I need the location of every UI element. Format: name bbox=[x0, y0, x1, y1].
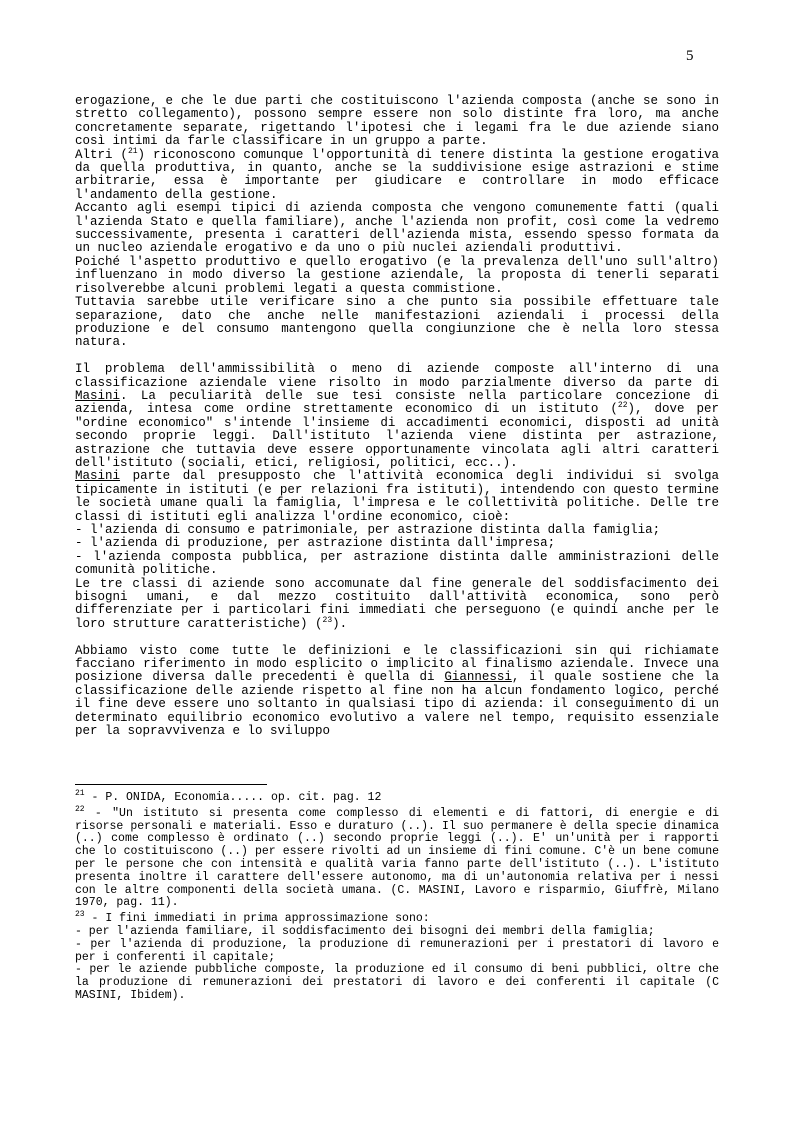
footnote bbox=[75, 804, 719, 910]
paragraph bbox=[75, 363, 719, 470]
paragraph: Poiché l'aspetto produttivo e quello erogativo (e la prevalenza dell'uno sull'altro) influenzano in modo diverso la gestione aziendale, la proposta di tenerli separati risolverebbe alcuni problemi legati a questa commistione. bbox=[75, 254, 719, 296]
text-run: . La peculiarità delle sue tesi consiste nella particolare concezione di azienda, intesa come ordine strettamente economico di un istituto ( bbox=[75, 388, 719, 417]
paragraph: Accanto agli esempi tipici di azienda composta che vengono comunemente fatti (quali l'azienda Stato e quella familiare), anche l'azienda non profit, così come la vedremo successivamente, presenta i caratteri dell'azienda mista, essendo spesso formata da un nucleo aziendale erogativo e da uno o più nuclei aziendali produttivi. bbox=[75, 201, 719, 256]
text-run: parte dal presupposto che l'attività economica degli individui si svolga tipicamente in istituti (e per relazioni fra istituti), intendendo con questo termine le società umane quali la famiglia, l'impresa e le collettività politiche. Delle tre classi di istituti egli analizza l'ordine economico, cioè: bbox=[75, 469, 719, 524]
paragraph: erogazione, e che le due parti che costituiscono l'azienda composta (anche se sono in stretto collegamento), possono sempre essere non solo distinte fra loro, ma anche concretamente separate, rigettando l'ipotesi che i legami fra le due aziende siano così intimi da farle classificare in un gruppo a parte. bbox=[75, 94, 719, 149]
paragraph bbox=[75, 146, 719, 203]
paragraph-spacer bbox=[75, 350, 719, 363]
footnote-number: 23 bbox=[75, 910, 85, 920]
text-run: ). bbox=[332, 616, 348, 631]
footnote bbox=[75, 910, 719, 1003]
footnote-reference: 22 bbox=[617, 401, 628, 411]
text-run: Altri ( bbox=[75, 147, 128, 162]
footnote-list-item: - per l'azienda familiare, il soddisfacimento dei bisogni dei membri della famiglia; bbox=[75, 924, 655, 938]
footnotes bbox=[75, 789, 719, 1003]
author-name: Masini bbox=[75, 388, 121, 403]
footnote-separator bbox=[75, 784, 267, 785]
paragraph: Tuttavia sarebbe utile verificare sino a che punto sia possibile effettuare tale separazione, dato che anche nelle manifestazioni aziendali i processi della produzione e del consumo mantengono quella congiunzione che è nella loro stessa natura. bbox=[75, 295, 719, 350]
list-item: - l'azienda di consumo e patrimoniale, per astrazione distinta dalla famiglia; bbox=[75, 522, 661, 537]
text-run: Abbiamo visto come tutte le definizioni e le classificazioni sin qui richiamate facciano riferimento in modo esplicito o implicito al finalismo aziendale. Invece una posizione diversa dalle precedenti è quella di bbox=[75, 643, 719, 685]
footnote-reference: 21 bbox=[127, 146, 138, 156]
paragraph bbox=[75, 578, 719, 632]
paragraph-spacer bbox=[75, 631, 719, 644]
text-run: Il problema dell'ammissibilità o meno di aziende composte all'interno di una classificazione aziendale viene risolto in modo parzialmente diverso da parte di bbox=[75, 362, 719, 390]
list-item: - l'azienda composta pubblica, per astrazione distinta dalle amministrazioni delle comunità politiche. bbox=[75, 549, 719, 578]
body-text bbox=[75, 95, 719, 738]
author-name: Giannessi bbox=[444, 670, 512, 685]
footnote-text: - P. ONIDA, Economia..... op. cit. pag. 12 bbox=[84, 791, 382, 804]
author-name: Masini bbox=[75, 469, 121, 484]
text-run: Le tre classi di aziende sono accomunate dal fine generale del soddisfacimento dei bisogni umani, e dal mezzo costituito dall'attività economica, sono però differenziate per i particolari fini immediati che perseguono (e quindi anche per le loro strutture caratteristiche) ( bbox=[75, 576, 719, 631]
footnote-number: 22 bbox=[75, 804, 85, 814]
list-item: - l'azienda di produzione, per astrazione distinta dall'impresa; bbox=[75, 536, 556, 551]
paragraph bbox=[75, 645, 719, 739]
footnote-text: - I fini immediati in prima approssimazione sono: bbox=[84, 912, 430, 926]
paragraph bbox=[75, 470, 719, 524]
footnote-reference: 23 bbox=[322, 615, 333, 625]
text-run: , il quale sostiene che la classificazione delle aziende rispetto al fine non ha alcun fondamento logico, perché il fine deve essere uno soltanto in qualsiasi tipo di azienda: il conseguimento di un determinato equilibrio economico evolutivo a valere nel tempo, requisito essenziale per la sopravvivenza e lo sviluppo bbox=[75, 670, 719, 739]
footnote bbox=[75, 789, 719, 805]
text-run: ), dove per "ordine economico" s'intende l'insieme di accadimenti economici, disposti ad unità secondo proprie leggi. Dall'istituto l'azienda viene distinta per astrazione, astrazione che tuttavia deve essere opportunamente vincolata agli altri caratteri dell'istituto (sociali, etici, religiosi, politici, ecc..). bbox=[75, 402, 719, 470]
footnote-number: 21 bbox=[75, 789, 85, 799]
footnote-text: - "Un istituto si presenta come complesso di elementi e di fattori, di energie e di risorse personali e materiali. Esso e duraturo (..). Il suo permanere è della specie dinamica (..) come complesso è ordinato (..) secondo proprie leggi (..). E' un'unità per i rapporti che lo costituiscono (..) per essere rivolti ad un insieme di fini comune. C'è un bene comune per le persone che con intensità e qualità varia fanno parte dell'istituto (..). L'istituto presenta inoltre il carattere dell'essere autonomo, ma di un'autonomia relativa per i nessi con le altre componenti della società umana. (C. MASINI, Lavoro e risparmio, Giuffrè, Milano 1970, pag. 11). bbox=[75, 806, 719, 910]
footnote-list-item: - per le aziende pubbliche composte, la produzione ed il consumo di beni pubblici, oltre che la produzione di remunerazioni dei prestatori di lavoro e dei conferenti il capitale (C MASINI, Ibidem). bbox=[75, 963, 719, 1002]
footnote-list-item: - per l'azienda di produzione, la produzione di remunerazioni per i prestatori di lavoro e per i conferenti il capitale; bbox=[75, 937, 719, 964]
page-number: 5 bbox=[686, 48, 694, 64]
text-run: ) riconoscono comunque l'opportunità di tenere distinta la gestione erogativa da quella produttiva, in quanto, anche se la suddivisione esige astrazioni e stime arbitrarie, essa è importante per giudicare e controllare in modo efficace l'andamento della gestione. bbox=[75, 147, 719, 202]
